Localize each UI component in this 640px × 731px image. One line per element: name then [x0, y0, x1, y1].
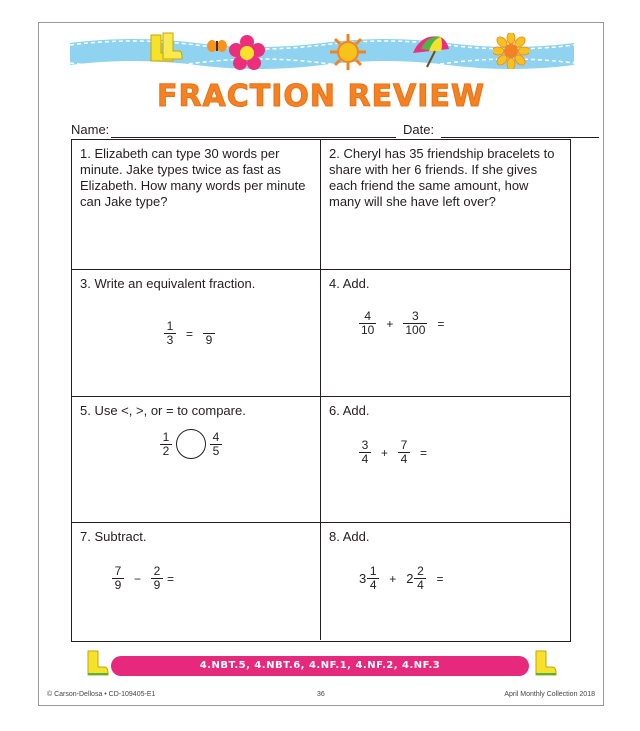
- page-title: FRACTION REVIEW: [156, 79, 486, 114]
- equals-sign: =: [167, 571, 175, 586]
- fraction: $\frac{3}{4}$: [359, 439, 371, 466]
- butterfly-icon: [207, 39, 227, 53]
- rain-boot-left-icon: [85, 649, 109, 677]
- whole-number: 2: [406, 570, 414, 586]
- problem-1-cell[interactable]: [72, 140, 321, 270]
- problem-5-expression: [160, 429, 222, 459]
- problem-4-expression: [359, 310, 454, 337]
- page-number: 36: [317, 691, 325, 698]
- date-label: Date:: [403, 122, 435, 137]
- whole-number: 3: [359, 570, 367, 586]
- fraction: $\frac{2}{9}$: [151, 565, 163, 592]
- fraction: $\frac{4}{10}$: [361, 309, 375, 337]
- equals-sign: =: [420, 445, 428, 460]
- problem-grid: [71, 139, 571, 642]
- collection-text: April Monthly Collection 2018: [504, 691, 595, 698]
- fraction-blank[interactable]: 9: [203, 320, 215, 347]
- rain-boots-icon: [147, 31, 183, 65]
- operator: +: [389, 571, 397, 586]
- fraction: $\frac{2}{4}$: [414, 565, 426, 592]
- equals-sign: =: [437, 316, 445, 331]
- problem-6-expression: [359, 439, 437, 466]
- problem-5-cell[interactable]: [72, 397, 321, 523]
- sun-icon: [329, 33, 367, 71]
- problem-3-cell[interactable]: [72, 270, 321, 397]
- problem-1-text: 1. Elizabeth can type 30 words per minute. Jake types twice as fast as Elizabeth. How many words per minute can Jake type?: [80, 146, 306, 209]
- sunflower-icon: [493, 33, 529, 69]
- fraction: $\frac{1}{3}$: [164, 320, 176, 347]
- operator: +: [386, 316, 394, 331]
- problem-4-text: 4. Add.: [329, 276, 370, 291]
- date-field[interactable]: [441, 137, 599, 138]
- operator: =: [186, 326, 194, 341]
- fraction: $\frac{4}{5}$: [210, 431, 222, 458]
- problem-7-cell[interactable]: [72, 523, 321, 640]
- problem-6-text: 6. Add.: [329, 403, 370, 418]
- name-field[interactable]: [111, 137, 396, 138]
- operator: −: [134, 571, 142, 586]
- problem-3-text: 3. Write an equivalent fraction.: [80, 276, 256, 291]
- fraction: $\frac{3}{100}$: [405, 309, 426, 337]
- problem-8-cell[interactable]: [321, 523, 570, 640]
- problem-5-text: 5. Use <, >, or = to compare.: [80, 403, 246, 418]
- problem-3-expression: [164, 320, 215, 347]
- problem-8-expression: [359, 565, 454, 592]
- problem-2-text: 2. Cheryl has 35 friendship bracelets to share with her 6 friends. If she gives each friend the same amount, how many will she have left over?: [329, 146, 555, 209]
- fraction: $\frac{7}{9}$: [112, 565, 124, 592]
- fraction: $\frac{1}{2}$: [160, 431, 172, 458]
- copyright-text: © Carson-Dellosa • CD-109405-E1: [47, 691, 156, 698]
- fraction: $\frac{1}{4}$: [367, 565, 379, 592]
- fraction: $\frac{7}{4}$: [398, 439, 410, 466]
- compare-circle[interactable]: [176, 429, 206, 459]
- umbrella-icon: [411, 31, 451, 71]
- rain-boot-right-icon: [533, 649, 557, 677]
- problem-2-cell[interactable]: [321, 140, 570, 270]
- problem-4-cell[interactable]: [321, 270, 570, 397]
- standards-bar: 4.NBT.5, 4.NBT.6, 4.NF.1, 4.NF.2, 4.NF.3: [111, 656, 529, 676]
- problem-7-expression: [112, 565, 184, 592]
- name-label: Name:: [71, 122, 110, 137]
- problem-6-cell[interactable]: [321, 397, 570, 523]
- flower-icon: [229, 35, 265, 71]
- problem-8-text: 8. Add.: [329, 529, 370, 544]
- problem-7-text: 7. Subtract.: [80, 529, 147, 544]
- equals-sign: =: [436, 571, 444, 586]
- worksheet-page: [38, 22, 604, 706]
- operator: +: [381, 445, 389, 460]
- name-date-row: [71, 122, 571, 140]
